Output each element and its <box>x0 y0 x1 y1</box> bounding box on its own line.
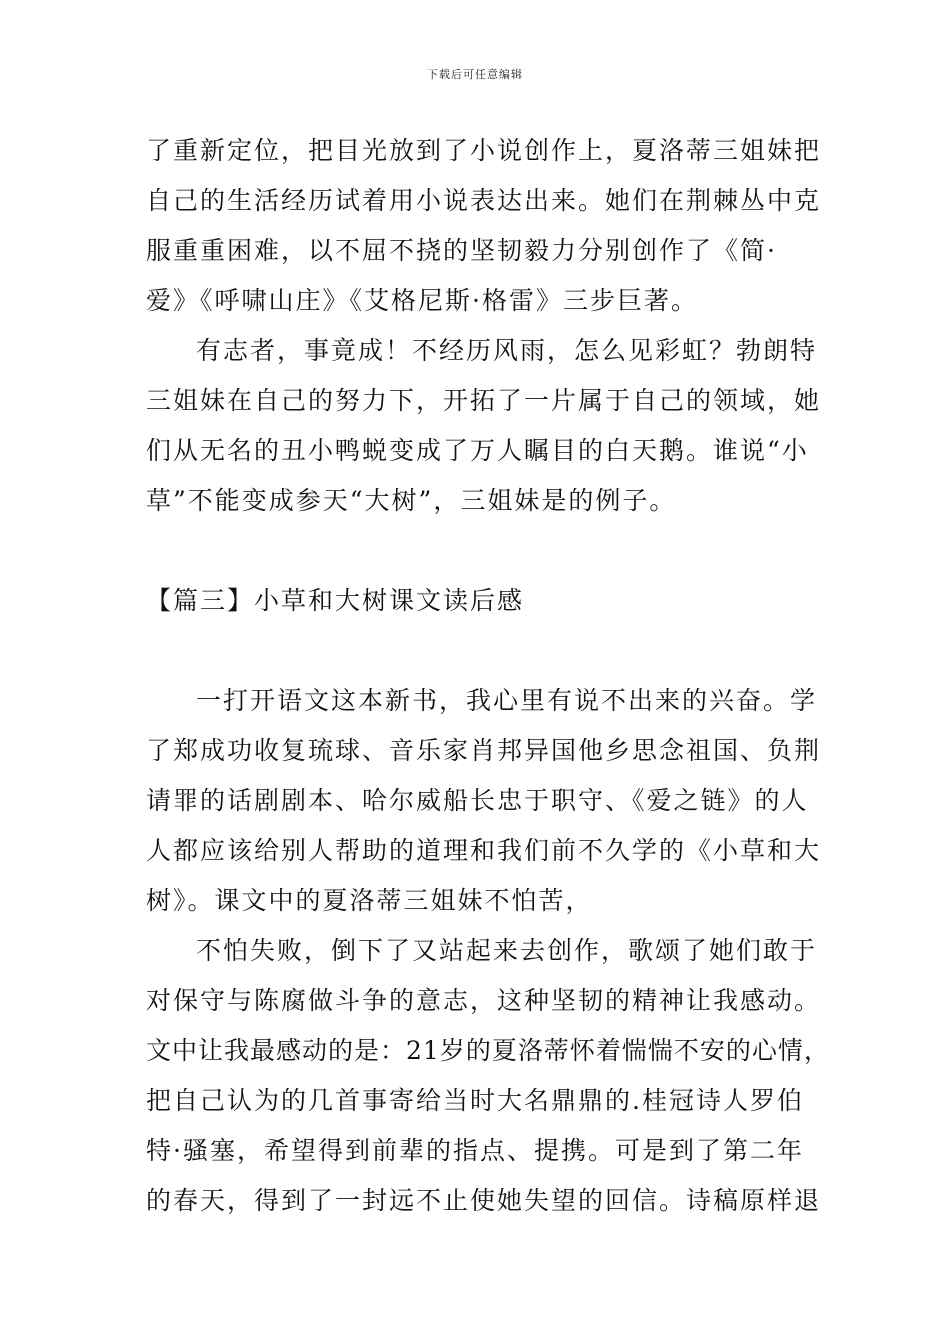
text-line: 树》。课文中的夏洛蒂三姐妹不怕苦， <box>146 886 593 915</box>
text-line: 不怕失败，倒下了又站起来去创作，歌颂了她们敢于 <box>196 936 818 965</box>
text-line: 自己的生活经历试着用小说表达出来。她们在荆棘丛中克 <box>146 186 822 215</box>
text-line: 人都应该给别人帮助的道理和我们前不久学的《小草和大 <box>146 836 822 865</box>
text-line: 请罪的话剧剧本、哈尔威船长忠于职守、《爱之链》的人 <box>146 786 809 815</box>
text-line: 的春天，得到了一封远不止使她失望的回信。诗稿原样退 <box>146 1186 822 1215</box>
section-heading: 【篇三】小草和大树课文读后感 <box>146 586 525 615</box>
header-note: 下载后可任意编辑 <box>427 68 523 81</box>
text-line: 草”不能变成参天“大树”，三姐妹是的例子。 <box>146 486 677 515</box>
text-line: 三姐妹在自己的努力下，开拓了一片属于自己的领域，她 <box>146 386 822 415</box>
text-line: 文中让我最感动的是：21岁的夏洛蒂怀着惴惴不安的心情， <box>146 1036 830 1065</box>
text-line: 一打开语文这本新书，我心里有说不出来的兴奋。学 <box>196 686 818 715</box>
text-line: 把自己认为的几首事寄给当时大名鼎鼎的.桂冠诗人罗伯 <box>146 1086 804 1115</box>
text-line: 了郑成功收复琉球、音乐家肖邦异国他乡思念祖国、负荆 <box>146 736 822 765</box>
text-line: 服重重困难，以不屈不挠的坚韧毅力分别创作了《简· <box>146 236 777 265</box>
text-line: 爱》《呼啸山庄》《艾格尼斯·格雷》三步巨著。 <box>146 286 698 315</box>
text-line: 了重新定位，把目光放到了小说创作上，夏洛蒂三姐妹把 <box>146 136 822 165</box>
text-line: 们从无名的丑小鸭蜕变成了万人瞩目的白天鹅。谁说“小 <box>146 436 809 465</box>
text-line: 特·骚塞，希望得到前辈的指点、提携。可是到了第二年 <box>146 1136 804 1165</box>
text-line: 有志者，事竟成！不经历风雨，怎么见彩虹？勃朗特 <box>196 336 818 365</box>
text-line: 对保守与陈腐做斗争的意志，这种坚韧的精神让我感动。 <box>146 986 822 1015</box>
